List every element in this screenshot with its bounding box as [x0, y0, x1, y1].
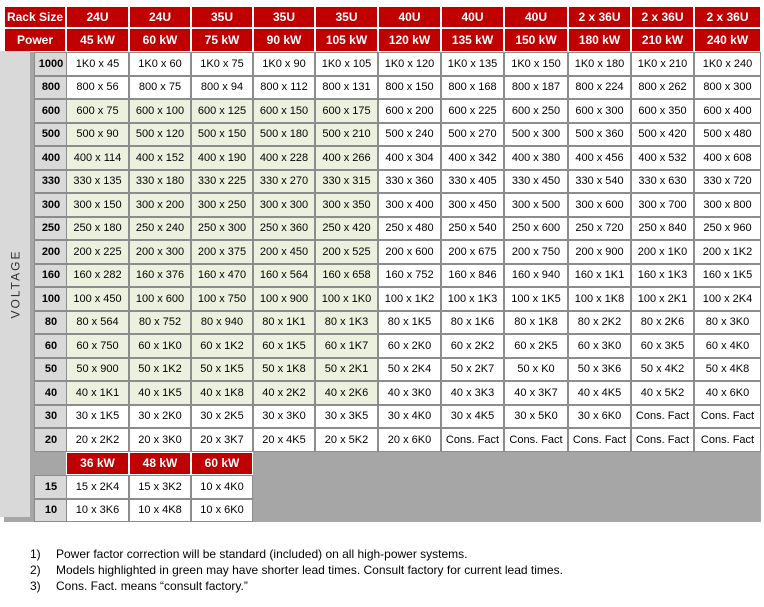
- table-cell: 250 x 300: [191, 217, 253, 241]
- table-cell: Cons. Fact: [441, 428, 504, 452]
- voltage-value: 330: [34, 170, 68, 194]
- table-cell: 160 x 282: [66, 264, 129, 288]
- rack-size-header: 35U: [253, 6, 315, 28]
- table-cell: 60 x 1K0: [129, 334, 191, 358]
- table-cell: 60 x 1K2: [191, 334, 253, 358]
- voltage-value: 200: [34, 240, 68, 264]
- table-cell: 330 x 630: [631, 170, 694, 194]
- table-cell: 200 x 225: [66, 240, 129, 264]
- power-header: 75 kW: [191, 28, 253, 52]
- table-cell: 100 x 2K4: [694, 287, 761, 311]
- voltage-value: 1000: [34, 52, 68, 76]
- table-cell: 200 x 300: [129, 240, 191, 264]
- table-cell: 40 x 1K8: [191, 381, 253, 405]
- table-cell: 330 x 405: [441, 170, 504, 194]
- table-cell: 10 x 3K6: [66, 499, 129, 523]
- table-cell: 100 x 1K2: [378, 287, 441, 311]
- table-cell: 300 x 200: [129, 193, 191, 217]
- table-cell: 400 x 304: [378, 146, 441, 170]
- table-cell: 30 x 5K0: [504, 405, 568, 429]
- table-cell: 330 x 540: [568, 170, 631, 194]
- table-cell: 200 x 1K2: [694, 240, 761, 264]
- voltage-value: 300: [34, 193, 68, 217]
- table-cell: 40 x 5K2: [631, 381, 694, 405]
- table-cell: 250 x 840: [631, 217, 694, 241]
- table-cell: 250 x 240: [129, 217, 191, 241]
- table-cell: 300 x 400: [378, 193, 441, 217]
- table-cell: 330 x 135: [66, 170, 129, 194]
- footnote-text: Power factor correction will be standard (included) on all high-power systems.: [56, 547, 468, 561]
- power-header: 210 kW: [631, 28, 694, 52]
- footnote-number: 3): [30, 579, 41, 593]
- table-cell: 800 x 112: [253, 76, 315, 100]
- table-cell: 250 x 720: [568, 217, 631, 241]
- table-cell: 250 x 600: [504, 217, 568, 241]
- table-cell: Cons. Fact: [504, 428, 568, 452]
- rack-size-header: 35U: [191, 6, 253, 28]
- table-cell: 500 x 210: [315, 123, 378, 147]
- voltage-value: 30: [34, 405, 68, 429]
- table-cell: 80 x 564: [66, 311, 129, 335]
- table-cell: 500 x 270: [441, 123, 504, 147]
- table-cell: 20 x 2K2: [66, 428, 129, 452]
- table-cell: 40 x 3K3: [441, 381, 504, 405]
- table-cell: 400 x 190: [191, 146, 253, 170]
- table-cell: 100 x 900: [253, 287, 315, 311]
- table-cell: Cons. Fact: [631, 428, 694, 452]
- power-header: 90 kW: [253, 28, 315, 52]
- table-cell: 600 x 200: [378, 99, 441, 123]
- table-cell: Cons. Fact: [694, 405, 761, 429]
- voltage-axis-text: VOLTAGE: [8, 249, 22, 319]
- table-cell: 500 x 150: [191, 123, 253, 147]
- table-cell: 50 x 1K5: [191, 358, 253, 382]
- table-cell: 400 x 532: [631, 146, 694, 170]
- voltage-value: 15: [34, 475, 68, 499]
- table-cell: 30 x 3K5: [315, 405, 378, 429]
- footnote-text: Cons. Fact. means “consult factory.”: [56, 579, 248, 593]
- voltage-value: 100: [34, 287, 68, 311]
- footnote: [30, 578, 750, 594]
- table-cell: 160 x 1K5: [694, 264, 761, 288]
- table-cell: 800 x 150: [378, 76, 441, 100]
- table-cell: 300 x 300: [253, 193, 315, 217]
- table-cell: 50 x K0: [504, 358, 568, 382]
- footnote-number: 2): [30, 563, 41, 577]
- table-cell: 1K0 x 240: [694, 52, 761, 76]
- voltage-value: 400: [34, 146, 68, 170]
- table-cell: 20 x 4K5: [253, 428, 315, 452]
- power-header: 240 kW: [694, 28, 761, 52]
- table-cell: 20 x 3K7: [191, 428, 253, 452]
- table-cell: 10 x 4K8: [129, 499, 191, 523]
- table-cell: 50 x 2K7: [441, 358, 504, 382]
- table-cell: 80 x 3K0: [694, 311, 761, 335]
- table-cell: 800 x 262: [631, 76, 694, 100]
- table-cell: 30 x 6K0: [568, 405, 631, 429]
- voltage-value: 10: [34, 499, 68, 523]
- table-cell: 100 x 1K5: [504, 287, 568, 311]
- table-cell: 50 x 2K4: [378, 358, 441, 382]
- table-cell: 30 x 2K5: [191, 405, 253, 429]
- table-cell: 200 x 900: [568, 240, 631, 264]
- table-cell: 400 x 380: [504, 146, 568, 170]
- table-cell: 600 x 100: [129, 99, 191, 123]
- table-cell: 500 x 240: [378, 123, 441, 147]
- table-cell: 330 x 315: [315, 170, 378, 194]
- table-cell: 100 x 1K8: [568, 287, 631, 311]
- voltage-power-table: [4, 6, 761, 522]
- table-cell: Cons. Fact: [568, 428, 631, 452]
- rack-size-header: 2 x 36U: [568, 6, 631, 28]
- table-cell: 600 x 300: [568, 99, 631, 123]
- table-cell: Cons. Fact: [631, 405, 694, 429]
- table-cell: 500 x 480: [694, 123, 761, 147]
- footnote: [30, 546, 750, 562]
- voltage-axis-label: [0, 51, 30, 517]
- table-cell: 400 x 114: [66, 146, 129, 170]
- rack-size-header: 24U: [66, 6, 129, 28]
- rack-size-header: 40U: [441, 6, 504, 28]
- table-cell: 60 x 2K5: [504, 334, 568, 358]
- table-cell: Cons. Fact: [694, 428, 761, 452]
- rack-size-header: 2 x 36U: [631, 6, 694, 28]
- table-cell: 30 x 1K5: [66, 405, 129, 429]
- table-cell: 250 x 360: [253, 217, 315, 241]
- table-cell: 10 x 4K0: [191, 475, 253, 499]
- power-label: Power: [4, 28, 66, 52]
- table-cell: 300 x 150: [66, 193, 129, 217]
- table-cell: 500 x 180: [253, 123, 315, 147]
- table-cell: 160 x 1K3: [631, 264, 694, 288]
- table-cell: 200 x 675: [441, 240, 504, 264]
- table-cell: 30 x 3K0: [253, 405, 315, 429]
- table-cell: 300 x 600: [568, 193, 631, 217]
- table-cell: 330 x 180: [129, 170, 191, 194]
- table-cell: 800 x 187: [504, 76, 568, 100]
- rack-size-header: 24U: [129, 6, 191, 28]
- power-header: 135 kW: [441, 28, 504, 52]
- table-cell: 160 x 846: [441, 264, 504, 288]
- table-cell: 1K0 x 135: [441, 52, 504, 76]
- table-cell: 200 x 375: [191, 240, 253, 264]
- table-cell: 300 x 700: [631, 193, 694, 217]
- table-cell: 600 x 400: [694, 99, 761, 123]
- table-cell: 330 x 450: [504, 170, 568, 194]
- table-cell: 50 x 1K2: [129, 358, 191, 382]
- table-cell: 80 x 1K1: [253, 311, 315, 335]
- table-cell: 330 x 270: [253, 170, 315, 194]
- table-cell: 400 x 456: [568, 146, 631, 170]
- table-cell: 100 x 1K3: [441, 287, 504, 311]
- power-header: 60 kW: [129, 28, 191, 52]
- table-cell: 300 x 500: [504, 193, 568, 217]
- table-cell: 60 x 1K5: [253, 334, 315, 358]
- footnotes: [30, 546, 750, 594]
- rack-size-header: 35U: [315, 6, 378, 28]
- table-cell: 80 x 1K8: [504, 311, 568, 335]
- table-cell: 1K0 x 150: [504, 52, 568, 76]
- table-cell: 20 x 6K0: [378, 428, 441, 452]
- table-cell: 600 x 125: [191, 99, 253, 123]
- low-power-header: 48 kW: [129, 452, 191, 476]
- table-cell: 1K0 x 45: [66, 52, 129, 76]
- voltage-value: 60: [34, 334, 68, 358]
- table-cell: 1K0 x 105: [315, 52, 378, 76]
- table-cell: 250 x 540: [441, 217, 504, 241]
- power-header: 120 kW: [378, 28, 441, 52]
- table-cell: 250 x 420: [315, 217, 378, 241]
- table-cell: 60 x 2K2: [441, 334, 504, 358]
- table-cell: 300 x 350: [315, 193, 378, 217]
- table-cell: 60 x 3K0: [568, 334, 631, 358]
- rack-size-header: 2 x 36U: [694, 6, 761, 28]
- table-cell: 600 x 75: [66, 99, 129, 123]
- table-cell: 600 x 250: [504, 99, 568, 123]
- rack-size-label: Rack Size: [4, 6, 66, 28]
- table-cell: 800 x 131: [315, 76, 378, 100]
- table-cell: 600 x 175: [315, 99, 378, 123]
- table-cell: 40 x 2K6: [315, 381, 378, 405]
- table-cell: 200 x 525: [315, 240, 378, 264]
- low-power-header: 36 kW: [66, 452, 129, 476]
- table-cell: 30 x 4K5: [441, 405, 504, 429]
- footnote-number: 1): [30, 547, 41, 561]
- table-cell: 500 x 360: [568, 123, 631, 147]
- table-cell: 160 x 1K1: [568, 264, 631, 288]
- table-cell: 400 x 228: [253, 146, 315, 170]
- table-cell: 30 x 4K0: [378, 405, 441, 429]
- table-cell: 100 x 600: [129, 287, 191, 311]
- table-cell: 100 x 450: [66, 287, 129, 311]
- voltage-value: 40: [34, 381, 68, 405]
- table-cell: 80 x 752: [129, 311, 191, 335]
- table-cell: 50 x 2K1: [315, 358, 378, 382]
- table-cell: 400 x 266: [315, 146, 378, 170]
- table-cell: 250 x 480: [378, 217, 441, 241]
- rack-size-header: 40U: [504, 6, 568, 28]
- voltage-value: 80: [34, 311, 68, 335]
- table-cell: 20 x 5K2: [315, 428, 378, 452]
- table-cell: 30 x 2K0: [129, 405, 191, 429]
- table-cell: 100 x 1K0: [315, 287, 378, 311]
- table-cell: 1K0 x 180: [568, 52, 631, 76]
- table-cell: 800 x 224: [568, 76, 631, 100]
- table-cell: 800 x 94: [191, 76, 253, 100]
- power-header: 180 kW: [568, 28, 631, 52]
- table-cell: 40 x 6K0: [694, 381, 761, 405]
- table-cell: 160 x 470: [191, 264, 253, 288]
- table-cell: 600 x 225: [441, 99, 504, 123]
- table-cell: 800 x 300: [694, 76, 761, 100]
- table-cell: 300 x 250: [191, 193, 253, 217]
- table-cell: 200 x 750: [504, 240, 568, 264]
- table-cell: 40 x 3K7: [504, 381, 568, 405]
- table-cell: 300 x 800: [694, 193, 761, 217]
- table-cell: 80 x 1K6: [441, 311, 504, 335]
- voltage-value: 500: [34, 123, 68, 147]
- table-cell: 50 x 4K2: [631, 358, 694, 382]
- table-cell: 80 x 1K5: [378, 311, 441, 335]
- table-cell: 1K0 x 120: [378, 52, 441, 76]
- table-cell: 500 x 300: [504, 123, 568, 147]
- voltage-value: 160: [34, 264, 68, 288]
- table-cell: 80 x 2K2: [568, 311, 631, 335]
- voltage-value: 800: [34, 76, 68, 100]
- footnote: [30, 562, 750, 578]
- table-cell: 80 x 940: [191, 311, 253, 335]
- table-cell: 1K0 x 90: [253, 52, 315, 76]
- table-cell: 1K0 x 75: [191, 52, 253, 76]
- low-power-header: 60 kW: [191, 452, 253, 476]
- table-cell: 400 x 608: [694, 146, 761, 170]
- table-cell: 100 x 750: [191, 287, 253, 311]
- table-cell: 250 x 180: [66, 217, 129, 241]
- table-cell: 400 x 152: [129, 146, 191, 170]
- table-cell: 800 x 75: [129, 76, 191, 100]
- power-header: 105 kW: [315, 28, 378, 52]
- table-cell: 60 x 4K0: [694, 334, 761, 358]
- table-cell: 160 x 940: [504, 264, 568, 288]
- rack-size-header: 40U: [378, 6, 441, 28]
- table-cell: 40 x 4K5: [568, 381, 631, 405]
- voltage-value: 20: [34, 428, 68, 452]
- table-cell: 330 x 225: [191, 170, 253, 194]
- power-header: 45 kW: [66, 28, 129, 52]
- table-cell: 200 x 600: [378, 240, 441, 264]
- table-cell: 500 x 420: [631, 123, 694, 147]
- table-cell: 60 x 750: [66, 334, 129, 358]
- power-header: 150 kW: [504, 28, 568, 52]
- table-cell: 500 x 120: [129, 123, 191, 147]
- table-cell: 50 x 4K8: [694, 358, 761, 382]
- table-cell: 40 x 3K0: [378, 381, 441, 405]
- table-cell: 600 x 150: [253, 99, 315, 123]
- table-cell: 40 x 1K1: [66, 381, 129, 405]
- table-cell: 800 x 168: [441, 76, 504, 100]
- table-cell: 60 x 1K7: [315, 334, 378, 358]
- table-cell: 60 x 2K0: [378, 334, 441, 358]
- table-cell: 330 x 720: [694, 170, 761, 194]
- table-cell: 80 x 2K6: [631, 311, 694, 335]
- table-cell: 60 x 3K5: [631, 334, 694, 358]
- table-cell: 400 x 342: [441, 146, 504, 170]
- table-cell: 200 x 1K0: [631, 240, 694, 264]
- table-cell: 40 x 2K2: [253, 381, 315, 405]
- table-cell: 10 x 6K0: [191, 499, 253, 523]
- table-cell: 250 x 960: [694, 217, 761, 241]
- table-cell: 15 x 3K2: [129, 475, 191, 499]
- voltage-value: 600: [34, 99, 68, 123]
- table-cell: 100 x 2K1: [631, 287, 694, 311]
- table-cell: 40 x 1K5: [129, 381, 191, 405]
- table-cell: 160 x 752: [378, 264, 441, 288]
- table-cell: 600 x 350: [631, 99, 694, 123]
- table-cell: 160 x 658: [315, 264, 378, 288]
- table-cell: 50 x 900: [66, 358, 129, 382]
- table-cell: 300 x 450: [441, 193, 504, 217]
- voltage-value: 250: [34, 217, 68, 241]
- table-cell: 200 x 450: [253, 240, 315, 264]
- table-cell: 500 x 90: [66, 123, 129, 147]
- footnote-text: Models highlighted in green may have shorter lead times. Consult factory for current lead times.: [56, 563, 563, 577]
- table-cell: 160 x 564: [253, 264, 315, 288]
- table-cell: 20 x 3K0: [129, 428, 191, 452]
- table-cell: 50 x 1K8: [253, 358, 315, 382]
- table-cell: 80 x 1K3: [315, 311, 378, 335]
- voltage-value: 50: [34, 358, 68, 382]
- table-cell: 160 x 376: [129, 264, 191, 288]
- table-cell: 50 x 3K6: [568, 358, 631, 382]
- table-cell: 330 x 360: [378, 170, 441, 194]
- table-cell: 1K0 x 60: [129, 52, 191, 76]
- table-cell: 800 x 56: [66, 76, 129, 100]
- table-cell: 1K0 x 210: [631, 52, 694, 76]
- table-cell: 15 x 2K4: [66, 475, 129, 499]
